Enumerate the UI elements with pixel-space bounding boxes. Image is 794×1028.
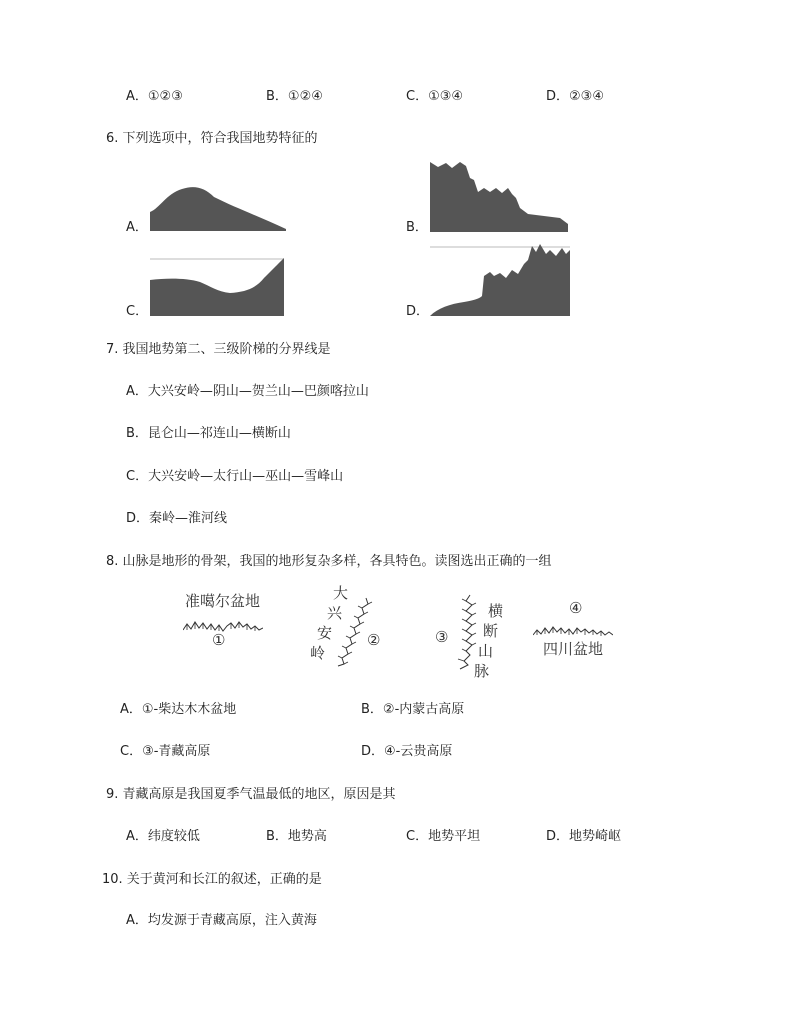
q10-option-a[interactable]: A．均发源于青藏高原，注入黄海 [126,913,317,928]
q8-map1-number: ① [212,631,226,649]
q9-option-b[interactable]: B．地势高 [266,829,327,844]
q7-question: 7. 我国地势第二、三级阶梯的分界线是 [106,342,331,357]
q6-option-c-label[interactable]: C． [126,304,149,319]
q8-map2-name-4: 岭 [310,644,326,662]
q7-option-c[interactable]: C．大兴安岭—太行山—巫山—雪峰山 [126,469,344,484]
q6-option-b-label[interactable]: B． [406,220,428,235]
q9-option-c[interactable]: C．地势平坦 [406,829,481,844]
q8-map3-mountain-icon [446,593,480,671]
q6-profile-d [428,242,574,318]
q5-option-c[interactable]: C．①③④ [406,89,464,104]
q8-map3-number: ③ [435,628,449,646]
q9-option-a[interactable]: A．纬度较低 [126,829,200,844]
q8-map2-number: ② [367,631,381,649]
q8-option-c[interactable]: C．③-青藏高原 [120,744,211,759]
q7-option-d[interactable]: D．秦岭—淮河线 [126,511,228,526]
q8-map3-name-4: 脉 [474,662,490,680]
q8-option-b[interactable]: B．②-内蒙古高原 [361,702,465,717]
q8-map2-name-3: 安 [317,624,333,642]
q8-map3-name-2: 断 [483,622,499,640]
q8-map4-number: ④ [569,599,583,617]
q6-profile-a [148,180,288,232]
q8-map2-name-1: 大 [333,584,349,602]
q5-option-d[interactable]: D．②③④ [546,89,604,104]
q6-profile-c [148,256,288,318]
q5-option-a[interactable]: A．①②③ [126,89,183,104]
q10-question: 10. 关于黄河和长江的叙述，正确的是 [102,872,322,887]
q9-option-d[interactable]: D．地势崎岖 [546,829,622,844]
q8-map1-name: 准噶尔盆地 [185,592,261,610]
q8-map3-name-3: 山 [478,642,494,660]
q6-option-d-label[interactable]: D． [406,304,430,319]
q8-option-a[interactable]: A．①-柴达木木盆地 [120,702,237,717]
q9-question: 9. 青藏高原是我国夏季气温最低的地区，原因是其 [106,787,396,802]
q8-map2-name-2: 兴 [327,604,343,622]
q8-map4-name: 四川盆地 [543,640,604,658]
q7-option-a[interactable]: A．大兴安岭—阴山—贺兰山—巴颜喀拉山 [126,384,369,399]
q8-map3-name-1: 横 [488,602,504,620]
q6-question: 6. 下列选项中，符合我国地势特征的 [106,131,318,146]
q8-question: 8. 山脉是地形的骨架，我国的地形复杂多样，各具特色。读图选出正确的一组 [106,554,552,569]
q6-option-a-label[interactable]: A． [126,220,148,235]
q6-profile-b [428,158,572,234]
q8-map4-mountain-icon [533,619,613,639]
q8-option-d[interactable]: D．④-云贵高原 [361,744,453,759]
q5-option-b[interactable]: B．①②④ [266,89,323,104]
q7-option-b[interactable]: B．昆仑山—祁连山—横断山 [126,426,291,441]
